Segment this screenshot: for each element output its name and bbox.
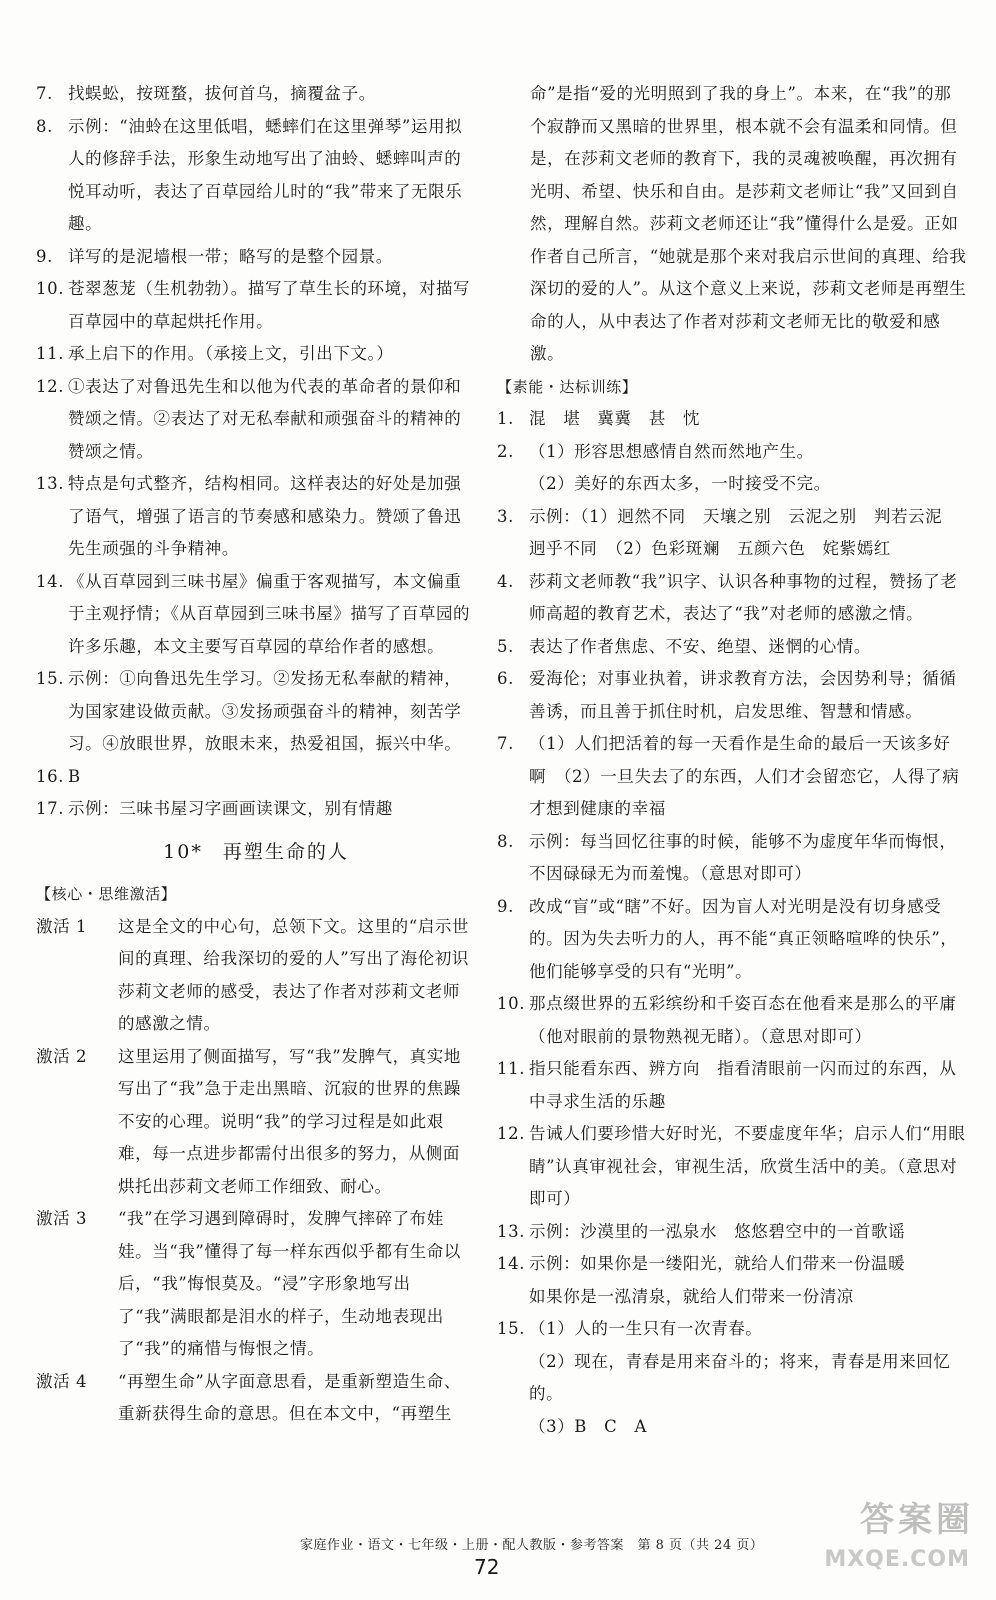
answer-body xyxy=(529,728,967,826)
answer-text: 示例：①向鲁迅先生学习。②发扬无私奉献的精神，为国家建设做贡献。③发扬顽强奋斗的精神，刻苦学习。④放眼世界，放眼未来，热爱祖国，振兴中华。 xyxy=(68,669,462,753)
answer-line: （2）美好的东西太多，一时接受不完。 xyxy=(529,474,831,493)
answer-number: 13. xyxy=(36,474,65,493)
answer-text: B xyxy=(68,766,81,786)
jihuo-item xyxy=(36,1041,476,1204)
answer-item xyxy=(497,826,967,891)
jihuo-text: 这里运用了侧面描写，写“我”发脾气，真实地写出了“我”急于走出黑暗、沉寂的世界的焦躁不安的心理。说明“我”的学习过程是如此艰难，每一点进步都需付出很多的努力，从侧面烘托出莎莉文老师工作细致、耐心。 xyxy=(118,1046,461,1196)
answer-line: （3）B C A xyxy=(529,1416,647,1436)
answer-item xyxy=(497,728,967,826)
answer-body xyxy=(529,1216,967,1249)
answer-number: 15. xyxy=(36,669,65,688)
answer-number: 11. xyxy=(36,344,65,363)
answer-body xyxy=(529,1053,967,1118)
answer-line: 示例：如果你是一缕阳光，就给人们带来一份温暖 xyxy=(529,1254,906,1273)
answer-body xyxy=(529,631,967,664)
answer-text: ①表达了对鲁迅先生和以他为代表的革命者的景仰和赞颂之情。②表达了对无私奉献和顽强奋斗的精神的赞颂之情。 xyxy=(68,376,462,461)
answer-item xyxy=(36,468,476,566)
answer-line: 莎莉文老师教“我”识字、认识各种事物的过程，赞扬了老师高超的教育艺术，表达了“我”对老师的感激之情。 xyxy=(529,571,958,623)
answer-number: 10. xyxy=(36,279,65,298)
answer-body xyxy=(529,436,967,501)
jihuo-label: 激活 3 xyxy=(36,1209,88,1228)
answer-item xyxy=(497,566,967,631)
answer-line: 表达了作者焦虑、不安、绝望、迷惘的心情。 xyxy=(529,636,871,656)
answer-body xyxy=(529,566,967,631)
jihuo-text: “再塑生命”从字面意思看，是重新塑造生命、重新获得生命的意思。但在本文中，“再塑生 xyxy=(118,1371,461,1423)
answer-text: 详写的是泥墙根一带；略写的是整个园景。 xyxy=(68,246,393,266)
answer-line: （2）现在，青春是用来奋斗的；将来，青春是用来回忆的。 xyxy=(529,1351,951,1403)
answer-line: 指只能看东西、辨方向 指看清眼前一闪而过的东西，从中寻求生活的乐趣 xyxy=(529,1059,957,1111)
answer-line: （1）形容思想感情自然而然地产生。 xyxy=(529,441,814,461)
answer-item xyxy=(497,1248,967,1313)
answer-number: 12. xyxy=(36,376,65,396)
answer-text: 示例：三味书屋习字画画读课文，别有情趣 xyxy=(68,799,393,818)
answer-item xyxy=(36,371,476,469)
answer-number: 14. xyxy=(36,571,65,591)
page-footer: 家庭作业・语文・七年级・上册・配人教版・参考答案 第 8 页（共 24 页） xyxy=(300,1538,764,1553)
page-number: 72 xyxy=(474,1555,500,1579)
section-ability-label: 【素能・达标训练】 xyxy=(497,377,638,396)
jihuo-label: 激活 4 xyxy=(36,1371,88,1391)
answer-line: 告诫人们要珍惜大好时光，不要虚度年华；启示人们“用眼睛”认真审视社会，审视生活，欣赏生活中的美。（意思对即可） xyxy=(529,1124,966,1208)
answer-number: 12. xyxy=(497,1124,526,1143)
answer-item xyxy=(497,988,967,1053)
answer-text: 示例：“油蛉在这里低唱，蟋蟀们在这里弹琴”运用拟人的修辞手法，形象生动地写出了油蛉、蟋蟀叫声的悦耳动听，表达了百草园给儿时的“我”带来了无限乐趣。 xyxy=(68,116,463,233)
answer-number: 9. xyxy=(36,246,53,266)
answer-text: 承上启下的作用。（承接上文，引出下文。） xyxy=(68,344,394,363)
answer-item xyxy=(497,663,967,728)
right-column xyxy=(497,78,967,1443)
jihuo-list xyxy=(36,911,476,1431)
answer-item xyxy=(497,1053,967,1118)
answer-item xyxy=(36,111,476,241)
left-answer-list xyxy=(36,78,476,826)
lesson-title: 再塑生命的人 xyxy=(222,840,349,863)
answer-line: 混 堪 冀冀 甚 忱 xyxy=(529,409,700,428)
answer-item xyxy=(497,1118,967,1216)
jihuo-text: “我”在学习遇到障碍时，发脾气摔碎了布娃娃。当“我”懂得了每一样东西似乎都有生命以后，“我”悔恨莫及。“浸”字形象地写出了“我”满眼都是泪水的样子，生动地表现出了“我”的痛惜与悔恨之情。 xyxy=(118,1209,461,1358)
answer-item xyxy=(36,338,476,371)
answer-number: 16. xyxy=(36,766,65,786)
answer-line: 爱海伦；对事业执着，讲求教育方法，会因势利导；循循善诱，而且善于抓住时机，启发思维、智慧和情感。 xyxy=(529,669,957,721)
jihuo-item xyxy=(36,1203,476,1366)
answer-number: 5. xyxy=(497,636,514,656)
answer-text: 找蜈蚣，按斑蝥，拔何首乌，摘覆盆子。 xyxy=(68,84,376,103)
watermark-bottom: MXQE.COM xyxy=(824,1547,970,1572)
answer-body xyxy=(529,891,967,989)
answer-number: 3. xyxy=(497,506,514,526)
answer-item xyxy=(497,631,967,664)
answer-number: 17. xyxy=(36,799,65,818)
answer-number: 4. xyxy=(497,571,514,591)
answer-number: 8. xyxy=(36,116,53,136)
answer-item xyxy=(497,436,967,501)
section-core-label: 【核心・思维激活】 xyxy=(36,885,177,903)
answer-number: 10. xyxy=(497,994,526,1013)
jihuo-label: 激活 1 xyxy=(36,916,88,936)
jihuo-4-continuation: 命”是指“爱的光明照到了我的身上”。本来，在“我”的那个寂静而又黑暗的世界里，根本就不会有温柔和同情。但是，在莎莉文老师的教育下，我的灵魂被唤醒，再次拥有光明、希望、快乐和自由。是莎莉文老师让“我”又回到自然，理解自然。莎莉文老师还让“我”懂得什么是爱。正如作者自己所言，“她就是那个来对我启示世间的真理、给我深切的爱的人”。从这个意义上来说，莎莉文老师是再塑生命的人，从中表达了作者对莎莉文老师无比的敬爱和感激。 xyxy=(530,84,967,363)
answer-text: 苍翠葱茏（生机勃勃）。描写了草生长的环境，对描写百草园中的草起烘托作用。 xyxy=(68,279,471,331)
answer-line: （1）人的一生只有一次青春。 xyxy=(529,1319,763,1338)
answer-item xyxy=(36,78,476,111)
answer-body xyxy=(529,1118,967,1216)
answer-number: 6. xyxy=(497,669,514,688)
answer-item xyxy=(36,761,476,794)
answer-line: 那点缀世界的五彩缤纷和千姿百态在他看来是那么的平庸（他对眼前的景物熟视无睹）。（意思对即可） xyxy=(529,994,957,1046)
answer-number: 9. xyxy=(497,896,514,916)
answer-number: 11. xyxy=(497,1059,526,1078)
answer-line: 示例：（1）迥然不同 天壤之别 云泥之别 判若云泥 迥乎不同 （2）色彩斑斓 五颜六色 姹紫嫣红 xyxy=(529,506,960,558)
watermark-top: 答案圈 xyxy=(860,1500,974,1540)
answer-body xyxy=(529,663,967,728)
answer-body xyxy=(529,501,967,566)
answer-line: 示例：每当回忆往事的时候，能够不为虚度年华而悔恨，不因碌碌无为而羞愧。（意思对即可） xyxy=(529,831,957,883)
answer-number: 8. xyxy=(497,831,514,851)
answer-body xyxy=(529,1313,967,1443)
answer-number: 7. xyxy=(497,734,514,753)
answer-item xyxy=(36,663,476,761)
jihuo-text: 这是全文的中心句，总领下文。这里的“启示世间的真理、给我深切的爱的人”写出了海伦初识莎莉文老师的感受，表达了作者对莎莉文老师的感激之情。 xyxy=(118,916,470,1033)
left-column xyxy=(36,78,476,1431)
answer-item xyxy=(36,793,476,826)
answer-item xyxy=(497,1216,967,1249)
answer-line: 改成“盲”或“瞎”不好。因为盲人对光明是没有切身感受的。因为失去听力的人，再不能“真正领略喧哗的快乐”，他们能够享受的只有“光明”。 xyxy=(529,896,958,981)
answer-item xyxy=(36,241,476,274)
answer-body xyxy=(529,988,967,1053)
answer-item xyxy=(36,273,476,338)
answer-number: 7. xyxy=(36,84,53,103)
right-answer-list xyxy=(497,403,967,1443)
watermark-logo xyxy=(824,1492,974,1572)
lesson-heading xyxy=(36,836,476,869)
answer-line: 示例：沙漠里的一泓泉水 悠悠碧空中的一首歌谣 xyxy=(529,1221,906,1241)
answer-item xyxy=(497,501,967,566)
answer-item xyxy=(36,566,476,664)
answer-text: 特点是句式整齐，结构相同。这样表达的好处是加强了语气，增强了语言的节奏感和感染力。赞颂了鲁迅先生顽强的斗争精神。 xyxy=(68,474,462,558)
answer-line: 如果你是一泓清泉，就给人们带来一份清凉 xyxy=(529,1286,854,1306)
jihuo-item xyxy=(36,911,476,1041)
answer-line: （1）人们把活着的每一天看作是生命的最后一天该多好啊 （2）一旦失去了的东西，人们才会留恋它，人得了病才想到健康的幸福 xyxy=(529,734,960,818)
answer-number: 14. xyxy=(497,1254,526,1273)
answer-body xyxy=(529,826,967,891)
answer-item xyxy=(497,403,967,436)
answer-text: 《从百草园到三味书屋》偏重于客观描写，本文偏重于主观抒情；《从百草园到三味书屋》描写了百草园的许多乐趣，本文主要写百草园的草给作者的感想。 xyxy=(68,571,471,656)
jihuo-item xyxy=(36,1366,476,1431)
answer-body xyxy=(529,1248,967,1313)
jihuo-label: 激活 2 xyxy=(36,1046,88,1066)
answer-number: 15. xyxy=(497,1319,526,1338)
answer-number: 13. xyxy=(497,1221,526,1241)
answer-number: 1. xyxy=(497,409,514,428)
answer-item xyxy=(497,1313,967,1443)
lesson-number: 10* xyxy=(163,840,203,863)
answer-body xyxy=(529,403,967,436)
answer-number: 2. xyxy=(497,441,514,461)
answer-item xyxy=(497,891,967,989)
